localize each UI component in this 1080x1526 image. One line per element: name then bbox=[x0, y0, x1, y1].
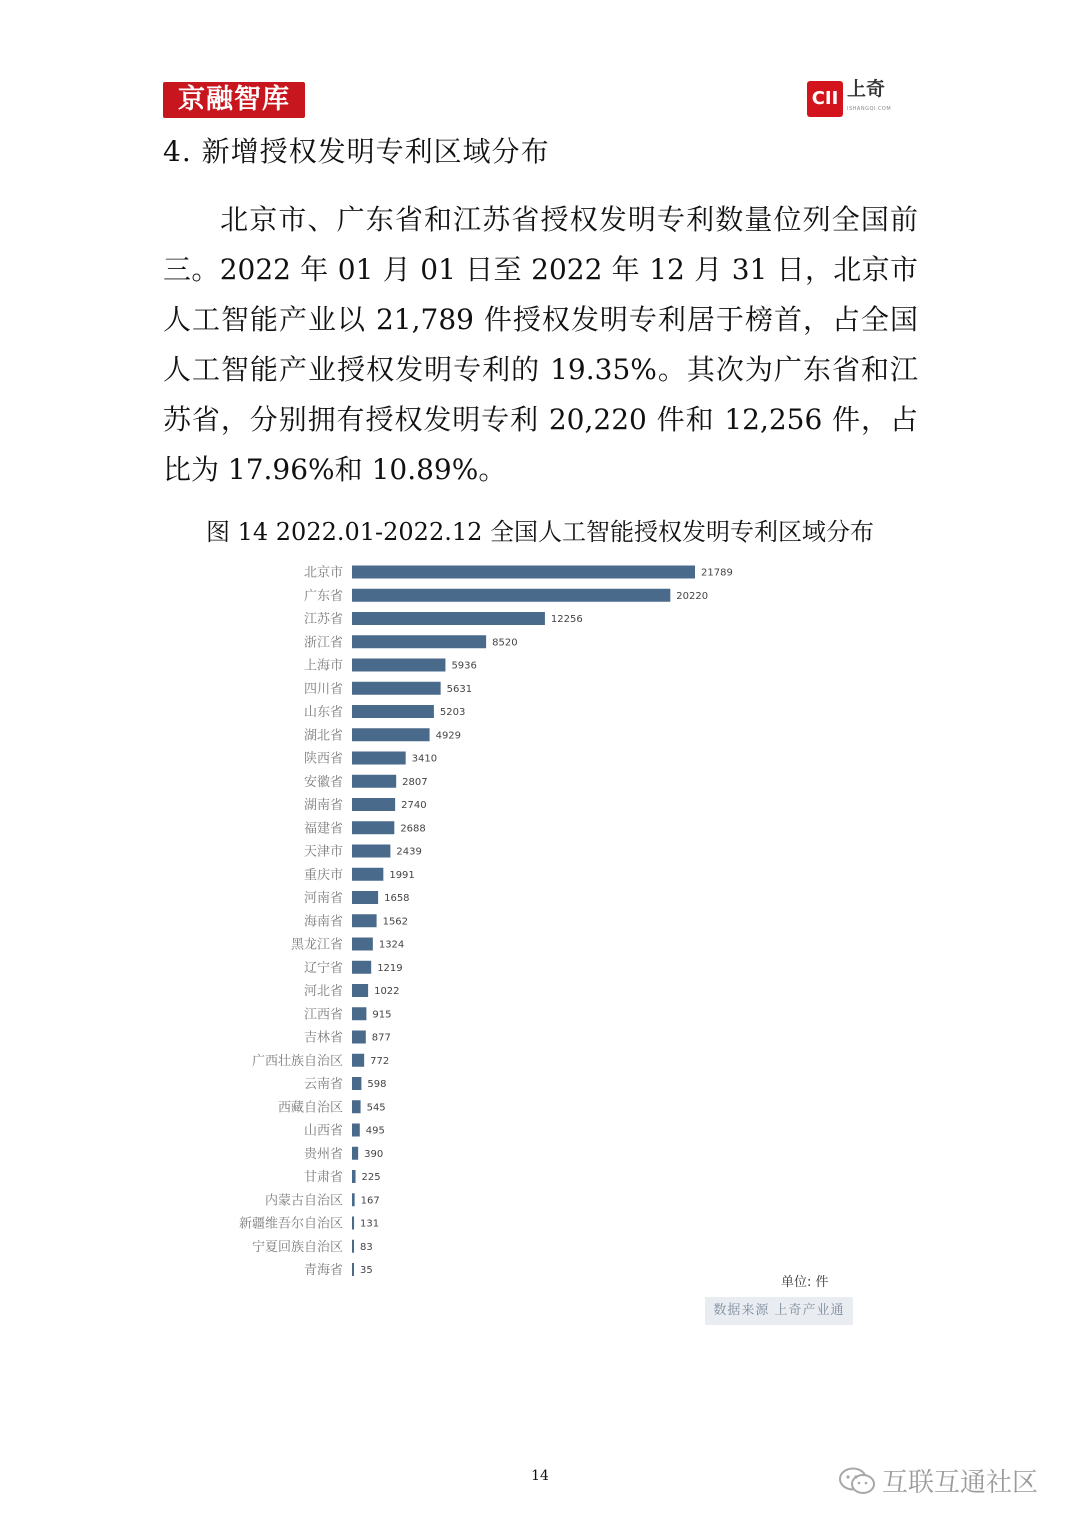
category-label: 西藏自治区 bbox=[277, 1100, 343, 1116]
bar bbox=[352, 984, 368, 997]
unit-label: 单位: 件 bbox=[781, 1275, 829, 1290]
wechat-icon bbox=[838, 1466, 876, 1496]
category-label: 浙江省 bbox=[303, 635, 343, 651]
bar bbox=[352, 752, 406, 765]
value-label: 1219 bbox=[377, 962, 403, 974]
value-label: 545 bbox=[366, 1102, 386, 1114]
value-label: 1562 bbox=[382, 916, 409, 928]
value-label: 598 bbox=[367, 1079, 387, 1090]
bar bbox=[352, 891, 378, 904]
bar bbox=[352, 1054, 364, 1067]
category-label: 贵州省 bbox=[303, 1146, 343, 1162]
bar bbox=[352, 845, 390, 858]
category-label: 上海市 bbox=[303, 658, 343, 674]
bar bbox=[352, 659, 445, 672]
jingrong-logo: 京融智库 bbox=[163, 82, 305, 118]
category-label: 江西省 bbox=[303, 1007, 343, 1023]
category-label: 山东省 bbox=[303, 705, 343, 720]
category-label: 宁夏回族自治区 bbox=[251, 1239, 343, 1255]
value-label: 772 bbox=[370, 1055, 390, 1067]
category-label: 山西省 bbox=[303, 1123, 343, 1139]
category-label: 云南省 bbox=[303, 1077, 343, 1092]
value-label: 1658 bbox=[384, 893, 410, 904]
value-label: 5936 bbox=[451, 660, 477, 672]
category-label: 内蒙古自治区 bbox=[264, 1193, 343, 1209]
bar bbox=[352, 1263, 354, 1276]
value-label: 131 bbox=[360, 1218, 380, 1230]
bar bbox=[352, 1031, 366, 1044]
category-label: 新疆维吾尔自治区 bbox=[238, 1216, 343, 1232]
value-label: 915 bbox=[372, 1009, 392, 1021]
value-label: 877 bbox=[371, 1032, 391, 1044]
category-label: 辽宁省 bbox=[303, 960, 343, 976]
value-label: 1991 bbox=[389, 869, 415, 881]
shangqi-logo bbox=[807, 80, 891, 118]
watermark bbox=[838, 1462, 1038, 1499]
bar bbox=[352, 1193, 355, 1206]
category-label: 福建省 bbox=[303, 821, 343, 837]
value-label: 2688 bbox=[400, 823, 426, 835]
bar bbox=[352, 798, 395, 811]
value-label: 5203 bbox=[439, 707, 466, 718]
value-label: 1324 bbox=[378, 939, 405, 951]
data-source-label: 数据来源 上奇产业通 bbox=[705, 1297, 853, 1325]
category-label: 天津市 bbox=[303, 844, 343, 860]
value-label: 495 bbox=[365, 1125, 385, 1137]
bar bbox=[352, 705, 434, 718]
value-label: 83 bbox=[360, 1241, 373, 1253]
category-label: 青海省 bbox=[303, 1263, 343, 1278]
category-label: 广东省 bbox=[303, 588, 343, 604]
bar bbox=[352, 1147, 358, 1160]
value-label: 20220 bbox=[676, 590, 709, 602]
shangqi-logo-sub: ISHANGQI.COM bbox=[847, 106, 892, 112]
value-label: 5631 bbox=[446, 683, 473, 695]
category-label: 重庆市 bbox=[303, 867, 343, 883]
bar bbox=[352, 589, 670, 602]
figure-title: 图 14 2022.01-2022.12 全国人工智能授权发明专利区域分布 bbox=[205, 518, 875, 546]
bar bbox=[352, 682, 441, 695]
value-label: 225 bbox=[361, 1172, 381, 1183]
bar bbox=[352, 1077, 361, 1090]
category-label: 海南省 bbox=[303, 914, 343, 930]
value-label: 12256 bbox=[550, 614, 583, 625]
value-label: 4929 bbox=[435, 730, 462, 742]
value-label: 35 bbox=[360, 1265, 373, 1276]
shangqi-logo-text bbox=[847, 79, 891, 119]
bar bbox=[352, 1007, 366, 1020]
bar bbox=[352, 566, 695, 579]
value-label: 3410 bbox=[411, 753, 438, 765]
shangqi-logo-name: 上奇 bbox=[847, 78, 886, 100]
page-number: 14 bbox=[531, 1468, 549, 1484]
category-label: 甘肃省 bbox=[303, 1170, 343, 1185]
bar bbox=[352, 961, 371, 974]
section-title: 4. 新增授权发明专利区域分布 bbox=[163, 135, 550, 168]
value-label: 2740 bbox=[401, 800, 427, 811]
value-label: 167 bbox=[360, 1195, 380, 1207]
category-label: 陕西省 bbox=[303, 751, 343, 767]
bar bbox=[352, 938, 373, 951]
bar bbox=[352, 635, 486, 648]
bar bbox=[352, 1100, 361, 1113]
category-label: 江苏省 bbox=[303, 612, 343, 627]
value-label: 390 bbox=[364, 1148, 384, 1160]
value-label: 2439 bbox=[396, 846, 422, 858]
bar-chart bbox=[0, 560, 1080, 1280]
bar bbox=[352, 821, 394, 834]
category-label: 黑龙江省 bbox=[290, 937, 343, 953]
body-paragraph-text: 北京市、广东省和江苏省授权发明专利数量位列全国前三。2022 年 01 月 01 日至 2022 年 12 月 31 日，北京市人工智能产业以 21,789 件授权发明专利居于榜首，占全国人工智能产业授权发明专利的 19.35%。其次为广东省和江苏省，分别拥有授权发明专利 20,220 件和 12,256 件，占比为 17.96%和 10.89%。 bbox=[163, 203, 918, 486]
bar bbox=[352, 1217, 354, 1230]
value-label: 21789 bbox=[701, 567, 733, 579]
category-label: 北京市 bbox=[303, 565, 343, 581]
category-label: 四川省 bbox=[303, 681, 343, 697]
category-label: 吉林省 bbox=[303, 1030, 343, 1046]
bar bbox=[352, 775, 396, 788]
bar bbox=[352, 728, 430, 741]
category-label: 河北省 bbox=[303, 984, 343, 999]
category-label: 安徽省 bbox=[303, 774, 343, 790]
bar bbox=[352, 1240, 354, 1253]
category-label: 湖北省 bbox=[303, 728, 343, 744]
bar bbox=[352, 612, 545, 625]
shangqi-logo-mark: CII bbox=[807, 81, 843, 117]
watermark-text: 互联互通社区 bbox=[882, 1468, 1039, 1498]
bar bbox=[352, 1124, 360, 1137]
bar bbox=[352, 914, 377, 927]
bar bbox=[352, 1170, 356, 1183]
category-label: 河南省 bbox=[303, 891, 343, 906]
category-label: 广西壮族自治区 bbox=[251, 1053, 343, 1069]
value-label: 8520 bbox=[492, 637, 518, 649]
bar bbox=[352, 868, 383, 881]
category-label: 湖南省 bbox=[303, 798, 343, 813]
value-label: 2807 bbox=[402, 776, 428, 788]
body-paragraph bbox=[163, 195, 918, 495]
value-label: 1022 bbox=[374, 986, 400, 997]
